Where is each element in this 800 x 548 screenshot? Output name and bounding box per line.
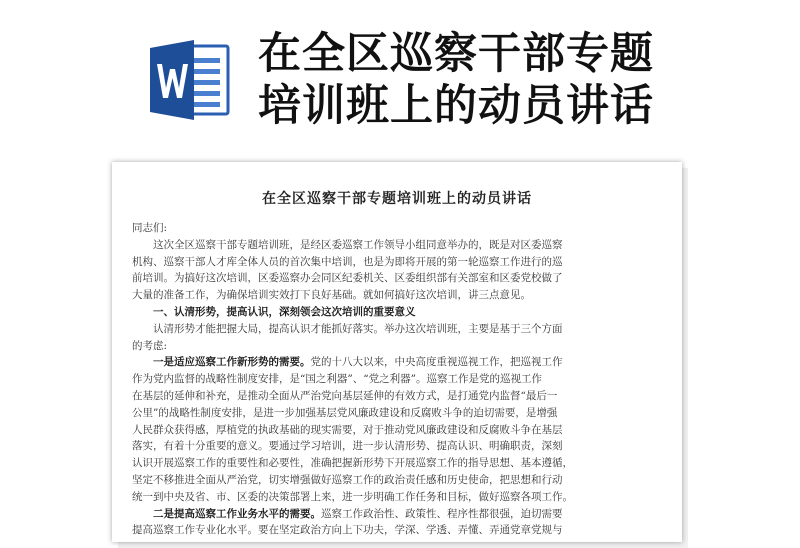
paragraph-line: 机构、巡察干部人才库全体人员的首次集中培训，也是为即将开展的第一轮巡察工作进行的巡 xyxy=(132,255,563,268)
paragraph-line: 认清形势才能把握大局，提高认识才能抓好落实。举办这次培训班，主要是基于三个方面 xyxy=(153,322,563,335)
document-title: 在全区巡察干部专题培训班上的动员讲话 xyxy=(262,191,532,207)
paragraph-line: 统一到中央及省、市、区委的决策部署上来，进一步明确工作任务和目标，做好巡察各项工作。 xyxy=(132,490,573,503)
point-text: 巡察工作政治性、政策性、程序性都很强，迫切需要 xyxy=(321,507,563,520)
paragraph-line: 在基层的延伸和补充，是推动全面从严治党向基层延伸的有效方式，是打通党内监督“最后一 xyxy=(132,389,558,402)
point-lead: 一是适应巡察工作新形势的需要。 xyxy=(153,356,311,369)
page-header xyxy=(0,0,800,160)
document-body xyxy=(132,220,660,539)
paragraph-line: 认识开展巡察工作的重要性和必要性，准确把握新形势下开展巡察工作的指导思想、基本遵循， xyxy=(132,457,573,470)
paragraph-line: 大量的准备工作，为确保培训实效打下良好基础。就如何搞好这次培训，讲三点意见。 xyxy=(132,289,531,302)
paragraph-line: 人民群众获得感，厚植党的执政基础的现实需要，对于推动党风廉政建设和反腐败斗争在基层 xyxy=(132,423,563,436)
section-heading: 一、认清形势，提高认识，深刻领会这次培训的重要意义 xyxy=(153,305,416,318)
paragraph-line: 作为党内监督的战略性制度安排，是“国之利器”、“党之利器”。巡察工作是党的巡视工作 xyxy=(132,373,542,386)
paragraph-line: 的考虑: xyxy=(132,339,168,352)
headline-line-2: 培训班上的动员讲话 xyxy=(258,81,654,131)
point-text: 党的十八大以来，中央高度重视巡视工作，把巡视工作 xyxy=(310,356,563,369)
paragraph-line: 坚定不移推进全面从严治党，切实增强做好巡察工作的政治责任感和历史使命，把思想和行动 xyxy=(132,473,563,486)
paragraph-line: 前培训。为搞好这次培训，区委巡察办会同区纪委机关、区委组织部有关部室和区委党校做了 xyxy=(132,272,563,285)
paragraph-line xyxy=(132,354,660,371)
paragraph-line: 这次全区巡察干部专题培训班，是经区委巡察工作领导小组同意举办的，既是对区委巡察 xyxy=(153,238,563,251)
page-headline xyxy=(258,28,654,132)
paragraph-line: 公里”的战略性制度安排，是进一步加强基层党风廉政建设和反腐败斗争的迫切需要，是增强 xyxy=(132,406,558,419)
greeting: 同志们: xyxy=(132,222,168,234)
point-lead: 二是提高巡察工作业务水平的需要。 xyxy=(153,507,321,520)
document-page xyxy=(112,162,682,542)
paragraph-line: 提高巡察工作专业化水平。要在坚定政治方向上下功夫，学深、学透、弄懂、弄通党章党规与 xyxy=(132,524,563,537)
paragraph-line: 落实，有着十分重要的意义。要通过学习培训，进一步认清形势、提高认识、明确职责，深刻 xyxy=(132,440,563,453)
word-icon xyxy=(148,38,230,122)
headline-line-1: 在全区巡察干部专题 xyxy=(258,29,654,79)
paragraph-line xyxy=(132,506,660,523)
